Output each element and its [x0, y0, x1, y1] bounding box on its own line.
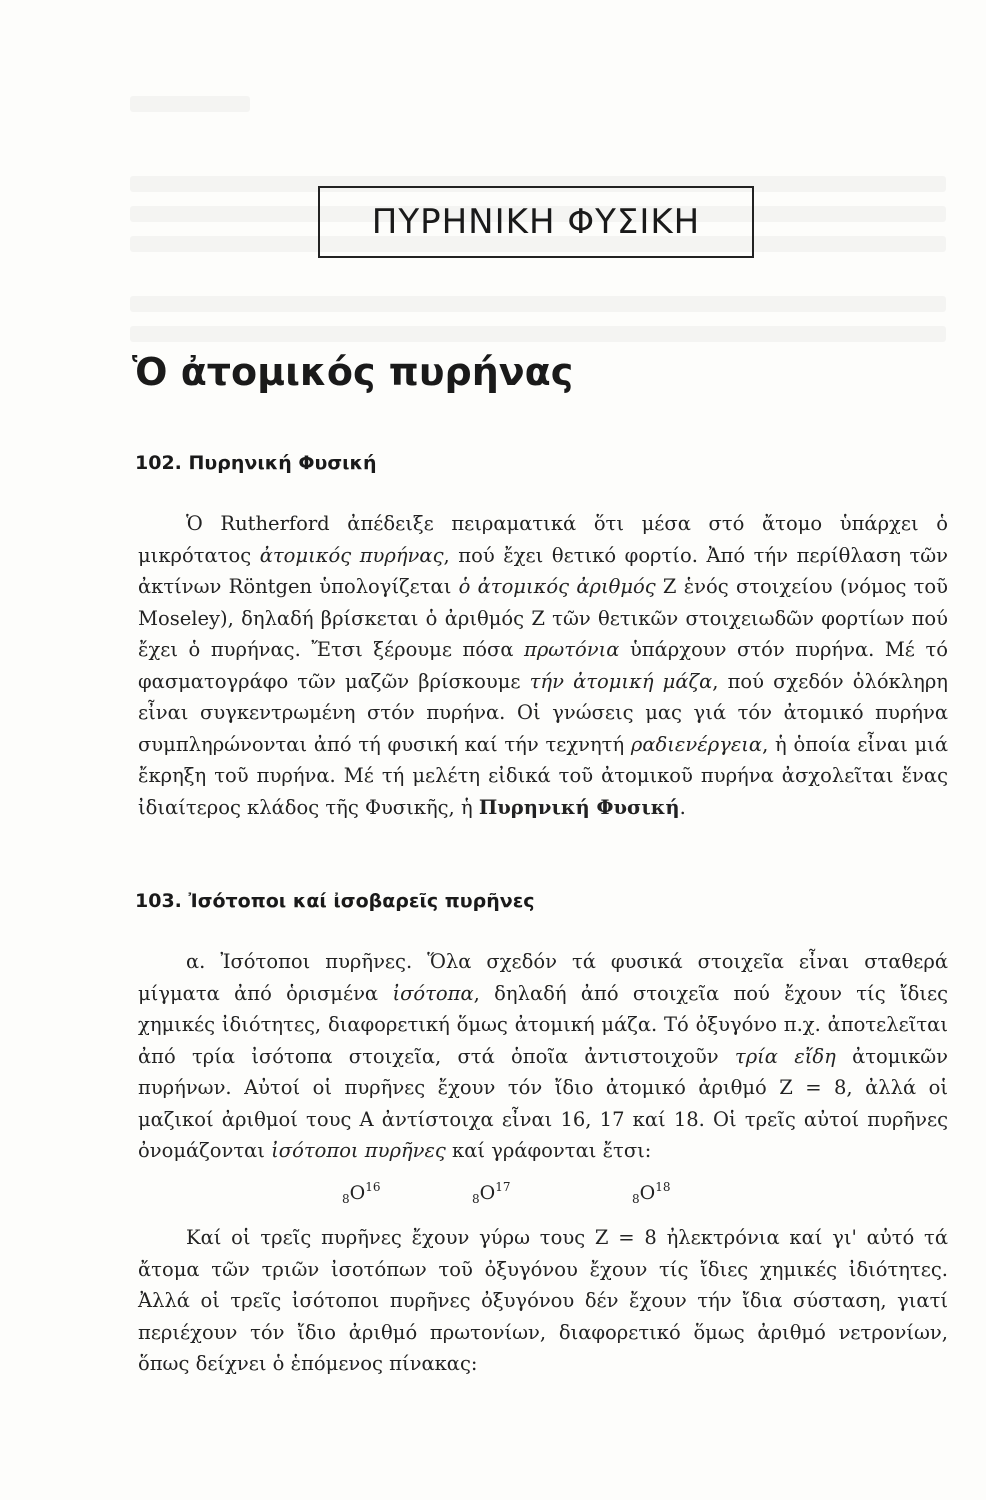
isotope-o18: $_8O^{18}$: [632, 1180, 671, 1206]
term-nuclear-physics: Πυρηνική Φυσική: [478, 795, 680, 819]
text-run: ὑπάρχουν στόν πυρήνα. Μέ τό φασματογράφο τῶν μαζῶν βρίσκουμε: [138, 638, 948, 693]
text-run: Ὁ Rutherford ἀπέδειξε πειραματικά ὅτι μέσα στό ἄτομο ὑπάρχει ὁ μικρότατος: [138, 512, 948, 567]
section-heading-102: [135, 452, 377, 474]
show-through: [130, 296, 946, 312]
term-isotopic-nuclei: ἰσότοποι πυρῆνες: [271, 1139, 446, 1162]
term-protons: πρωτόνια: [524, 638, 620, 661]
term-atomic-mass: τήν ἀτομική μάζα: [529, 669, 713, 693]
text-run: Καί οἱ τρεῖς πυρῆνες ἔχουν γύρω τους Ζ = 8 ἠλεκτρόνια καί γι' αὐτό τά ἄτομα τῶν τριῶν ἰσοτόπων τοῦ ὀξυγόνου ἔχουν τίς ἴδιες χημικές ἰδιότητες. Ἀλλά οἱ τρεῖς ἰσότοποι πυρῆνες ὀξυγόνου δέν ἔχουν τήν ἴδια σύσταση, γιατί περιέχουν τόν ἴδιο ἀριθμό πρωτονίων, διαφορετικό ὅμως ἀριθμό νετρονίων, ὅπως δείχνει ὁ ἑπόμενος πίνακας:: [138, 1226, 948, 1375]
term-atomic-number: ὁ ἀτομικός ἀριθμός: [458, 575, 656, 598]
text-run: , δηλαδή ἀπό στοιχεῖα πού ἔχουν τίς ἴδιες χημικές ἰδιότητες, διαφορετική ὅμως ἀτομική μάζα. Τό ὀξυγόνο π.χ. ἀποτελεῖται ἀπό τρία ἰσότοπα στοιχεῖα, στά ὁποῖα ἀντιστοιχοῦν: [138, 981, 948, 1068]
isotope-o17: $_8O^{17}$: [472, 1180, 511, 1206]
show-through: [130, 326, 946, 342]
term-three-kinds: τρία εἴδη: [734, 1044, 836, 1068]
chapter-title: Ὁ ἀτομικός πυρήνας: [132, 350, 574, 394]
term-isotopes: ἰσότοπα: [392, 981, 474, 1005]
section-heading-103: [135, 890, 535, 912]
text-run: καί γράφονται ἔτσι:: [452, 1139, 652, 1162]
paragraph-103b: [138, 1222, 948, 1380]
text-run: ἀτομικῶν πυρήνων. Αὐτοί οἱ πυρῆνες ἔχουν τόν ἴδιο ἀτομικό ἀριθμό Ζ = 8, ἀλλά οἱ μαζικοί ἀριθμοί τους Α ἀντίστοιχα εἶναι 16, 17 καί 18. Οἱ τρεῖς αὐτοί πυρῆνες ὀνομάζονται: [138, 1044, 949, 1162]
section-number: 103.: [135, 890, 182, 912]
text-run: Ζ ἑνός στοιχείου (νόμος τοῦ Moseley), δηλαδή βρίσκεται ὁ ἀριθμός Ζ τῶν θετικῶν στοιχειωδῶν φορτίων πού ἔχει ὁ πυρήνας. Ἔτσι ξέρουμε πόσα: [138, 575, 948, 661]
text-run: , πού ἔχει θετικό φορτίο. Ἀπό τήν περίθλαση τῶν ἀκτίνων Röntgen ὑπολογίζεται: [138, 543, 948, 598]
isotope-o16: $_8O^{16}$: [342, 1180, 381, 1206]
show-through: [130, 96, 250, 112]
text-run: α. Ἰσότοποι πυρῆνες. Ὅλα σχεδόν τά φυσικά στοιχεῖα εἶναι σταθερά μίγματα ἀπό ὁρισμένα: [138, 950, 948, 1005]
isotope-formulas: [0, 1180, 986, 1220]
text-run: .: [679, 795, 686, 819]
paragraph-103a: [138, 946, 948, 1167]
term-radioactivity: ραδιενέργεια: [630, 732, 763, 756]
section-number: 102.: [135, 452, 182, 474]
text-run: , πού σχεδόν ὁλόκληρη εἶναι συγκεντρωμένη στόν πυρήνα. Οἱ γνώσεις μας γιά τόν ἀτομικό πυρήνα συμπληρώνονται ἀπό τή φυσική καί τήν τεχνητή: [138, 669, 948, 756]
section-title: Πυρηνική Φυσική: [188, 452, 377, 474]
paragraph-102: [138, 508, 948, 823]
banner-title: ΠΥΡΗΝΙΚΗ ΦΥΣΙΚΗ: [318, 186, 754, 258]
section-title: Ἰσότοποι καί ἰσοβαρεῖς πυρῆνες: [188, 890, 535, 912]
text-run: , ἡ ὁποία εἶναι μιά ἔκρηξη τοῦ πυρήνα. Μέ τή μελέτη εἰδικά τοῦ ἀτομικοῦ πυρήνα ἀσχολεῖται ἕνας ἰδιαίτερος κλάδος τῆς Φυσικῆς, ἡ: [138, 732, 948, 819]
term-atomic-nucleus: ἀτομικός πυρήνας: [259, 543, 444, 567]
